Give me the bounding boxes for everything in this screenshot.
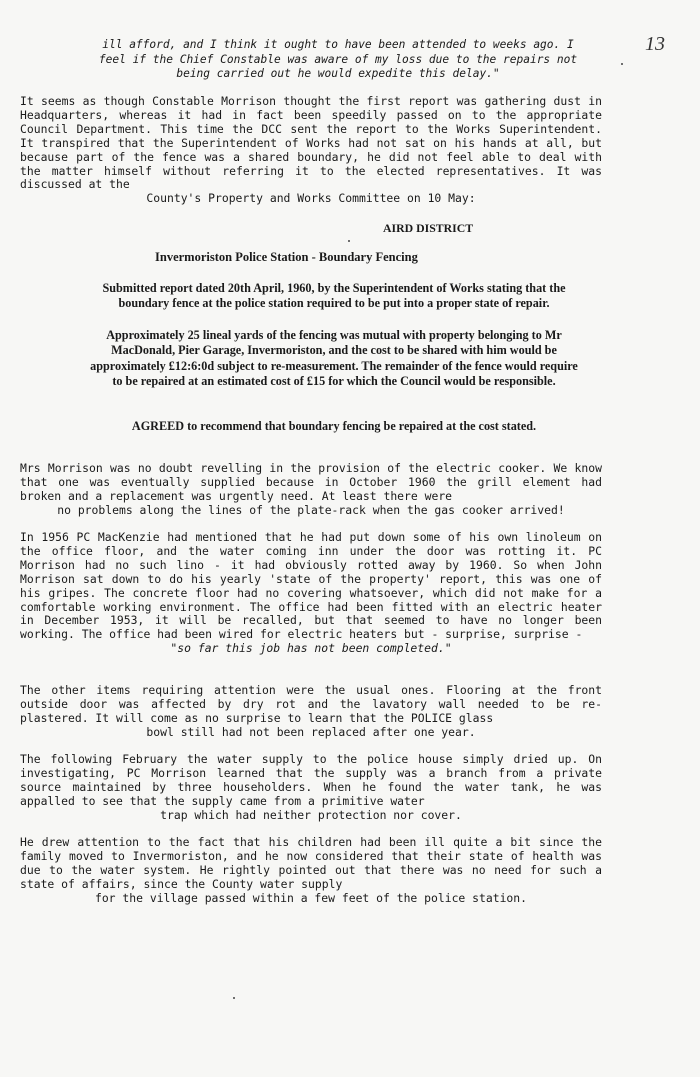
paragraph-last-line: County's Property and Works Committee on 10 May: (146, 191, 476, 206)
paragraph-text: In 1956 PC MacKenzie had mentioned that he had put down some of his own linoleum on the office floor, and the water coming inn under the door was rotting it. PC Morrison had no such lino - it had obviously rotted away by 1960. So when John Morrison sat down to do his yearly 'state of the property' report, this was one of his gripes. The concrete floor had no covering whatsoever, which did not make for a comfortable working environment. The office had been fitted with an electric heater in December 1953, it will be recalled, but that seemed to have no longer been working. The office had been wired for electric heaters but - surprise, surprise - (20, 530, 602, 642)
paragraph-last-line: no problems along the lines of the plate-rack when the gas cooker arrived! (57, 502, 565, 517)
paragraph-electric-cooker (20, 462, 602, 518)
paragraph-office-floor (20, 531, 602, 656)
paragraph-last-line: trap which had neither protection nor cover. (160, 807, 462, 822)
paragraph-childrens-health (20, 836, 602, 906)
scan-speck (233, 997, 235, 999)
paragraph-text: He drew attention to the fact that his children had been ill quite a bit since the family moved to Invermoriston, and he now considered that their state of health was due to the water system. He rightly pointed out that there was no need for such a state of affairs, since the County water supply (20, 835, 602, 891)
minute-submission: Submitted report dated 20th April, 1960, by the Superintendent of Works stating that the boundary fence at the police station required to be put into a proper state of repair. (102, 281, 566, 311)
scan-speck (348, 240, 350, 242)
scan-speck (621, 63, 623, 65)
paragraph-text: It seems as though Constable Morrison thought the first report was gathering dust in Headquarters, whereas it had in fact been speedily passed on to the appropriate Council Department. This time the DCC sent the report to the Works Superintendent. It transpired that the Superintendent of Works had not sat on his hands at all, but because part of the fence was a shared boundary, he did not feel able to deal with the matter himself without referring it to the elected representatives. It was discussed at the (20, 94, 602, 192)
paragraph-last-line: "so far this job has not been completed." (170, 641, 452, 656)
quoted-letter-excerpt: ill afford, and I think it ought to have been attended to weeks ago. I feel if the Chief Constable was aware of my loss due to the repairs not being carried out he would expedite this delay." (98, 38, 578, 81)
paragraph-last-line: bowl still had not been replaced after one year. (146, 724, 476, 739)
paragraph-last-line: for the village passed within a few feet of the police station. (94, 890, 528, 905)
paragraph-text: The other items requiring attention were the usual ones. Flooring at the front outside door was affected by dry rot and the lavatory wall needed to be re-plastered. It will come as no surprise to learn that the POLICE glass (20, 683, 602, 725)
paragraph-council-referral (20, 95, 602, 206)
minute-heading: Invermoriston Police Station - Boundary Fencing (155, 250, 418, 264)
minute-cost-details: Approximately 25 lineal yards of the fencing was mutual with property belonging to Mr MacDonald, Pier Garage, Invermoriston, and the cost to be shared with him would be approximately £12:6:0d subject to re-measurement. The remainder of the fence would require to be repaired at an estimated cost of £15 for which the Council would be responsible. (90, 328, 578, 388)
paragraph-other-repairs (20, 684, 602, 740)
district-heading: AIRD DISTRICT (383, 221, 474, 235)
paragraph-text: Mrs Morrison was no doubt revelling in the provision of the electric cooker. We know that one was eventually supplied because in October 1960 the grill element had broken and a replacement was urgently need. At least there were (20, 461, 602, 503)
page-number: 13 (645, 33, 665, 55)
minute-agreed: AGREED to recommend that boundary fencing be repaired at the cost stated. (131, 419, 537, 433)
paragraph-water-supply (20, 753, 602, 823)
paragraph-text: The following February the water supply to the police house simply dried up. On investigating, PC Morrison learned that the supply was a branch from a private source maintained by three householders. When he found the water tank, he was appalled to see that the supply came from a primitive water (20, 752, 602, 808)
